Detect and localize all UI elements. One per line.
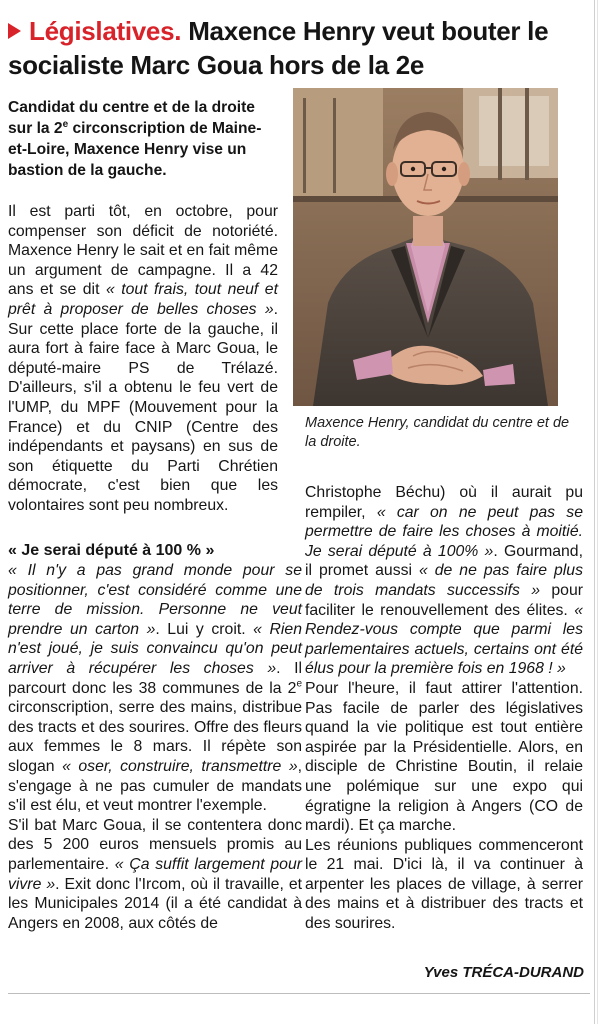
lede-text-end: circonscription de Maine-et-Loire, Maxence Henry vise un bastion de la gauche. [8,120,262,179]
text-run: Christophe Béchu) où il aurait pu rempiler, [305,484,583,521]
quote: « oser, construire, transmettre » [62,757,298,775]
quote: « Rien n'est joué, je suis convaincu qu'on peut arriver à récupérer les choses » [8,620,302,677]
quote: « Rendez-vous compte que parmi les parlementaires actuels, certains ont été élus pour la première fois en 1968 ! » [305,601,583,678]
lede-text: Candidat du centre et de la droite sur la 2 [8,99,255,137]
paragraph [8,561,302,816]
headline [8,14,588,82]
text-run: . Exit donc l'Ircom, où il travaille, et les Municipales 2014 (il a été candidat à Angers en 2008, aux côtés de [8,875,302,932]
column-left-bottom [8,540,302,933]
lede-sup: e [62,118,69,130]
column-left-top [8,202,278,516]
page-edge [594,0,595,1024]
lede [8,97,278,181]
quote: « Il n'y a pas grand monde pour se positionner, c'est considéré comme une terre de mission. Personne ne veut prendre un carton » [8,562,302,638]
page-edge-shadow [597,0,598,1024]
text-run: . Lui y croit. [155,620,254,638]
byline: Yves TRÉCA-DURAND [423,964,584,981]
quote: « de ne pas faire plus de trois mandats successifs » [305,562,583,599]
text-run: . Il parcourt donc les 38 communes de la 2 [8,659,302,697]
paragraph: Les réunions publiques commenceront le 21 mai. D'ici là, il va continuer à arpenter les places de village, à serrer des mains et à distribuer des tracts et des sourires. [305,836,583,933]
paragraph [8,202,278,516]
text-run: pour faciliter le renouvellement des élites. [305,581,583,619]
paragraph [305,483,583,679]
portrait-photo [293,88,558,406]
text-run: circonscription, serre des mains, distribue des tracts et des sourires. Offre des fleurs aux femmes le 8 mars. Il répète son slogan [8,699,302,775]
rubric-label: Législatives. [29,16,182,46]
text-run: , s'engage à ne pas cumuler de mandats s'il est élu, et veut montrer l'exemple. [8,757,302,815]
rubric-arrow-icon [8,23,21,39]
portrait-illustration [293,88,558,406]
headline-text: Maxence Henry veut bouter le socialiste Marc Goua hors de la 2e [8,16,549,80]
bottom-rule [8,993,590,994]
paragraph: Pour l'heure, il faut attirer l'attention. Pas facile de parler des législatives quand la vie politique est tout entière aspirée par la Présidentielle. Alors, en disciple de Christine Boutin, il relaie une polémique sur une expo qui égratigne la religion à Angers (CO de mardi). Et ça marche. [305,679,583,835]
paragraph [8,816,302,934]
subheading: « Je serai député à 100 % » [8,542,215,559]
text-run: Il est parti tôt, en octobre, pour compenser son déficit de notoriété. Maxence Henry le sait et en fait même un argument de campagne. Il a 42 ans et se dit [8,203,278,299]
photo-caption: Maxence Henry, candidat du centre et de la droite. [305,415,570,450]
column-right [305,483,583,934]
quote: « Ça suffit largement pour vivre » [8,855,302,893]
text-run: . Gourmand, il promet aussi [305,542,583,580]
quote: « car on ne peut pas se permettre de faire les choses à moitié. Je serai député à 100% » [305,503,583,560]
text-run: . Sur cette place forte de la gauche, il aura fort à faire face à Marc Goua, le député-maire PS de Trélazé. D'ailleurs, s'il a obtenu le feu vert de l'UMP, du MPF (Mouvement pour la France) et du CNIP (Centre des indépendants et paysans) en sus de son étiquette du Parti Chrétien démocrate, c'est bien que les volontaires sont peu nombreux. [8,300,278,514]
quote: « tout frais, tout neuf et prêt à proposer de belles choses » [8,281,278,318]
superscript: e [296,678,302,690]
text-run: S'il bat Marc Goua, il se contentera donc des 5 200 euros mensuels promis au parlementaire. [8,816,302,873]
